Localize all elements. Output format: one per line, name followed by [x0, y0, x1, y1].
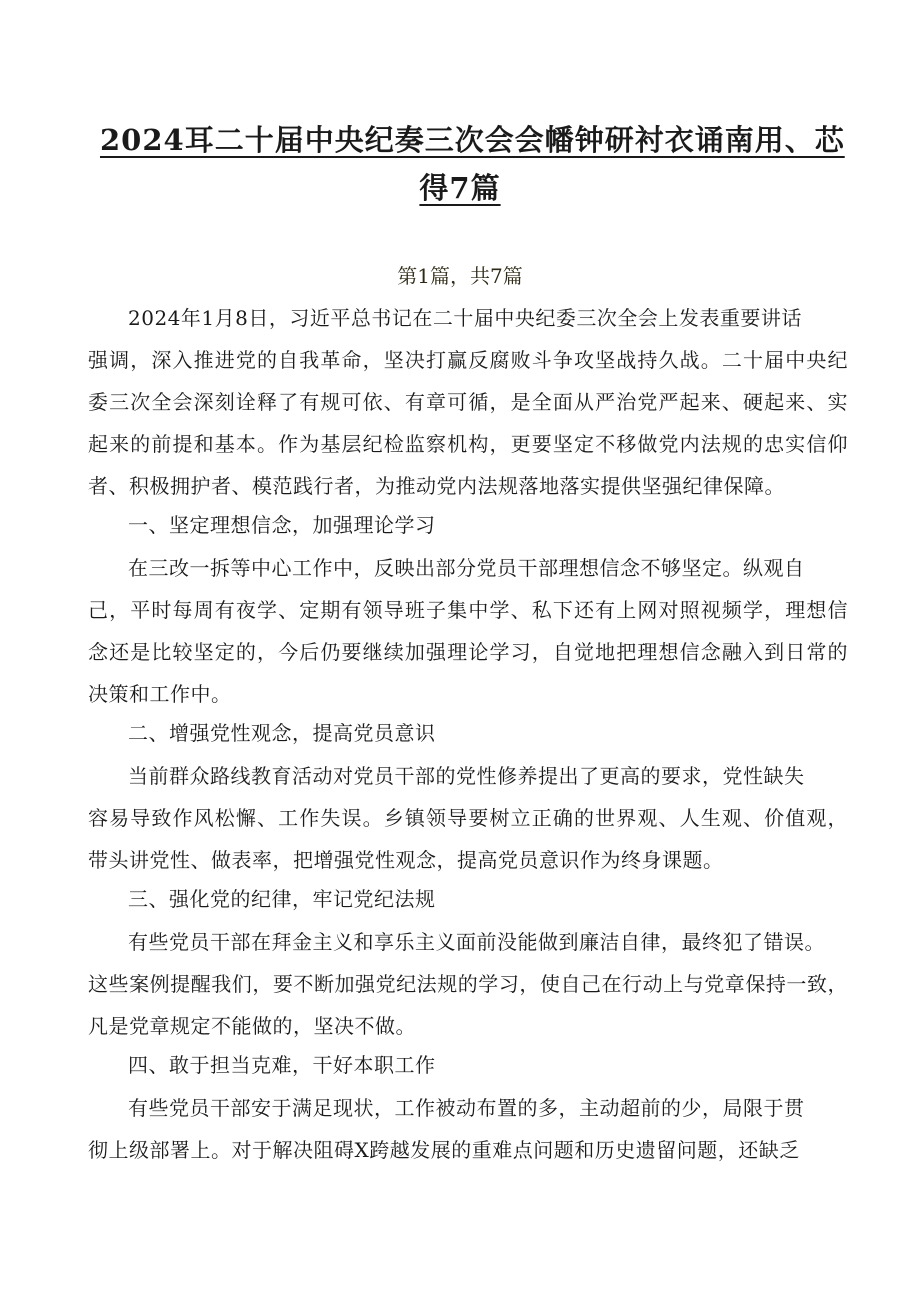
document-title-line-1: 2024耳二十届中央纪奏三次会会幡钟研衬衣诵南用、芯 — [100, 123, 845, 157]
paragraph-line: 者、积极拥护者、模范践行者，为推动党内法规落地落实提供坚强纪律保障。 — [88, 474, 785, 498]
paragraph-line: 己，平时每周有夜学、定期有领导班子集中学、私下还有上网对照视频学，理想信 — [88, 598, 848, 622]
paragraph-line: 凡是党章规定不能做的，坚决不做。 — [88, 1014, 416, 1038]
document-title-line-2: 得7篇 — [419, 171, 501, 205]
paragraph-line: 决策和工作中。 — [88, 682, 232, 706]
paragraph-line: 有些党员干部安于满足现状，工作被动布置的多，主动超前的少，局限于贯 — [128, 1096, 805, 1120]
section-heading: 二、增强党性观念，提高党员意识 — [128, 721, 436, 745]
paragraph-line: 念还是比较坚定的，今后仍要继续加强理论学习，自觉地把理想信念融入到日常的 — [88, 640, 848, 664]
paragraph-line: 起来的前提和基本。作为基层纪检监察机构，更要坚定不移做党内法规的忠实信仰 — [88, 432, 848, 456]
paragraph-line: 这些案例提醒我们，要不断加强党纪法规的学习，使自己在行动上与党章保持一致， — [88, 972, 848, 996]
paragraph-line: 有些党员干部在拜金主义和享乐主义面前没能做到廉洁自律，最终犯了错误。 — [128, 930, 825, 954]
section-heading: 一、坚定理想信念，加强理论学习 — [128, 513, 436, 537]
paragraph-line: 带头讲党性、做表率，把增强党性观念，提高党员意识作为终身课题。 — [88, 848, 724, 872]
section-heading: 三、强化党的纪律，牢记党纪法规 — [128, 887, 436, 911]
paragraph-line: 强调，深入推进党的自我革命，坚决打赢反腐败斗争攻坚战持久战。二十届中央纪 — [88, 348, 848, 372]
section-label: 第1篇，共7篇 — [397, 264, 523, 288]
paragraph-line: 2024年1月8日，习近平总书记在二十届中央纪委三次全会上发表重要讲话 — [128, 306, 802, 330]
section-heading: 四、敢于担当克难，干好本职工作 — [128, 1053, 436, 1077]
paragraph-line: 当前群众路线教育活动对党员干部的党性修养提出了更高的要求，党性缺失 — [128, 764, 805, 788]
paragraph-line: 委三次全会深刻诠释了有规可依、有章可循，是全面从严治党严起来、硬起来、实 — [88, 390, 848, 414]
paragraph-line: 在三改一拆等中心工作中，反映出部分党员干部理想信念不够坚定。纵观自 — [128, 556, 805, 580]
paragraph-line: 容易导致作风松懈、工作失误。乡镇领导要树立正确的世界观、人生观、价值观， — [88, 806, 848, 830]
paragraph-line: 彻上级部署上。对于解决阻碍X跨越发展的重难点问题和历史遗留问题，还缺乏 — [88, 1138, 800, 1162]
